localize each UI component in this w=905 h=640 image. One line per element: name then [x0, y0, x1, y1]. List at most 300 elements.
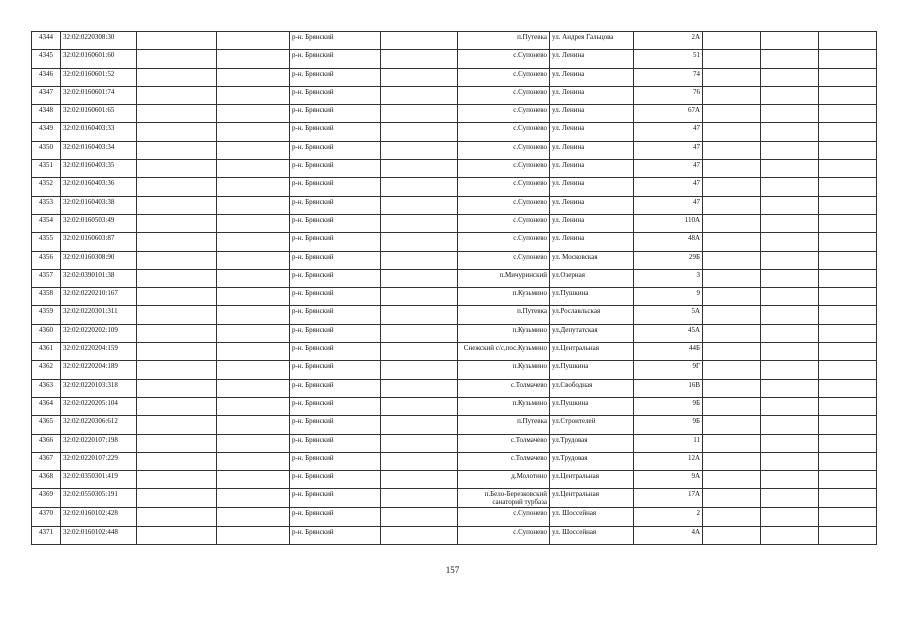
cell-district: р-н. Брянский — [290, 526, 381, 544]
cell-locality: с.Супонево — [458, 526, 550, 544]
cell-col-blank-2 — [217, 160, 290, 178]
cell-row-number: 4363 — [32, 379, 61, 397]
cell-row-number: 4353 — [32, 196, 61, 214]
cell-col-blank-4 — [703, 68, 761, 86]
cell-locality: с.Супонево — [458, 233, 550, 251]
cell-locality: п.Кузьмино — [458, 361, 550, 379]
cell-locality: с.Толмачево — [458, 434, 550, 452]
cell-house-number: 11 — [634, 434, 703, 452]
cell-col-blank-4 — [703, 526, 761, 544]
cell-district: р-н. Брянский — [290, 196, 381, 214]
cell-col-blank-4 — [703, 397, 761, 415]
cell-col-blank-1 — [137, 196, 217, 214]
cell-col-blank-1 — [137, 160, 217, 178]
cell-house-number: 9А — [634, 471, 703, 489]
cell-col-blank-4 — [703, 32, 761, 50]
cell-col-blank-3 — [381, 196, 458, 214]
cell-col-blank-2 — [217, 86, 290, 104]
cell-col-blank-6 — [819, 160, 877, 178]
cell-col-blank-3 — [381, 214, 458, 232]
table-row — [32, 196, 877, 214]
cell-col-blank-4 — [703, 343, 761, 361]
cell-col-blank-4 — [703, 489, 761, 508]
cell-col-blank-6 — [819, 86, 877, 104]
cell-row-number: 4371 — [32, 526, 61, 544]
cell-district: р-н. Брянский — [290, 397, 381, 415]
cell-street: ул.Центральная — [550, 471, 634, 489]
cell-col-blank-2 — [217, 526, 290, 544]
cell-col-blank-2 — [217, 508, 290, 526]
cell-col-blank-4 — [703, 214, 761, 232]
cell-col-blank-5 — [761, 86, 819, 104]
cell-locality: с.Толмачево — [458, 379, 550, 397]
table-body — [32, 32, 877, 545]
cell-street: ул. Андрея Гальцова — [550, 32, 634, 50]
cell-district: р-н. Брянский — [290, 251, 381, 269]
cell-col-blank-5 — [761, 233, 819, 251]
cell-col-blank-3 — [381, 361, 458, 379]
cell-street: ул. Ленина — [550, 196, 634, 214]
cell-col-blank-2 — [217, 397, 290, 415]
cell-cadastral-number: 32:02:0220306:612 — [61, 416, 137, 434]
cell-col-blank-2 — [217, 288, 290, 306]
cell-col-blank-5 — [761, 141, 819, 159]
cell-col-blank-6 — [819, 288, 877, 306]
cell-col-blank-5 — [761, 416, 819, 434]
cell-locality: д.Молотино — [458, 471, 550, 489]
cell-col-blank-3 — [381, 288, 458, 306]
cell-col-blank-5 — [761, 105, 819, 123]
table-row — [32, 288, 877, 306]
cell-col-blank-4 — [703, 508, 761, 526]
cell-col-blank-1 — [137, 68, 217, 86]
cell-col-blank-2 — [217, 379, 290, 397]
cell-house-number: 76 — [634, 86, 703, 104]
cell-house-number: 74 — [634, 68, 703, 86]
table-row — [32, 397, 877, 415]
cell-street: ул. Ленина — [550, 233, 634, 251]
table-row — [32, 86, 877, 104]
cell-row-number: 4367 — [32, 452, 61, 470]
cell-cadastral-number: 32:02:0550305:191 — [61, 489, 137, 508]
cell-col-blank-6 — [819, 214, 877, 232]
cell-district: р-н. Брянский — [290, 416, 381, 434]
cell-col-blank-6 — [819, 434, 877, 452]
cell-street: ул. Шоссейная — [550, 526, 634, 544]
cell-locality: с.Супонево — [458, 68, 550, 86]
cell-street: ул.Свободная — [550, 379, 634, 397]
cell-cadastral-number: 32:02:0220107:229 — [61, 452, 137, 470]
cell-col-blank-2 — [217, 196, 290, 214]
cell-col-blank-1 — [137, 361, 217, 379]
cell-row-number: 4366 — [32, 434, 61, 452]
cell-col-blank-3 — [381, 86, 458, 104]
cell-district: р-н. Брянский — [290, 68, 381, 86]
cell-street: ул. Ленина — [550, 178, 634, 196]
cell-district: р-н. Брянский — [290, 178, 381, 196]
cell-district: р-н. Брянский — [290, 32, 381, 50]
cell-locality: п.Кузьмино — [458, 324, 550, 342]
cell-col-blank-3 — [381, 379, 458, 397]
cell-row-number: 4358 — [32, 288, 61, 306]
cell-district: р-н. Брянский — [290, 361, 381, 379]
cell-row-number: 4354 — [32, 214, 61, 232]
table-row — [32, 452, 877, 470]
cell-col-blank-1 — [137, 32, 217, 50]
cell-cadastral-number: 32:02:0160102:448 — [61, 526, 137, 544]
cell-col-blank-1 — [137, 379, 217, 397]
cell-col-blank-1 — [137, 306, 217, 324]
cell-col-blank-4 — [703, 452, 761, 470]
cell-row-number: 4346 — [32, 68, 61, 86]
table-row — [32, 233, 877, 251]
cell-col-blank-3 — [381, 343, 458, 361]
cell-district: р-н. Брянский — [290, 471, 381, 489]
table-row — [32, 50, 877, 68]
cell-col-blank-3 — [381, 32, 458, 50]
cell-locality: с.Супонево — [458, 508, 550, 526]
cell-district: р-н. Брянский — [290, 452, 381, 470]
cell-cadastral-number: 32:02:0160403:33 — [61, 123, 137, 141]
cell-cadastral-number: 32:02:0220103:318 — [61, 379, 137, 397]
cell-col-blank-3 — [381, 324, 458, 342]
cell-district: р-н. Брянский — [290, 343, 381, 361]
cell-col-blank-1 — [137, 288, 217, 306]
cell-col-blank-4 — [703, 50, 761, 68]
cell-cadastral-number: 32:02:0350301:419 — [61, 471, 137, 489]
cell-row-number: 4356 — [32, 251, 61, 269]
cell-col-blank-5 — [761, 361, 819, 379]
cell-col-blank-4 — [703, 471, 761, 489]
cell-col-blank-2 — [217, 434, 290, 452]
cell-col-blank-6 — [819, 123, 877, 141]
cell-district: р-н. Брянский — [290, 141, 381, 159]
cell-col-blank-1 — [137, 324, 217, 342]
cell-cadastral-number: 32:02:0220204:159 — [61, 343, 137, 361]
cell-row-number: 4359 — [32, 306, 61, 324]
cell-street: ул.Строителей — [550, 416, 634, 434]
cell-col-blank-3 — [381, 50, 458, 68]
cell-col-blank-3 — [381, 434, 458, 452]
cell-district: р-н. Брянский — [290, 288, 381, 306]
cell-house-number: 67А — [634, 105, 703, 123]
cell-locality: п.Кузьмино — [458, 288, 550, 306]
table-row — [32, 379, 877, 397]
cell-street: ул.Озерная — [550, 269, 634, 287]
cell-locality: с.Супонево — [458, 50, 550, 68]
cell-col-blank-1 — [137, 86, 217, 104]
cell-cadastral-number: 32:02:0160603:87 — [61, 233, 137, 251]
cell-street: ул. Московская — [550, 251, 634, 269]
cell-col-blank-5 — [761, 397, 819, 415]
cell-col-blank-2 — [217, 343, 290, 361]
cell-col-blank-3 — [381, 178, 458, 196]
cell-col-blank-5 — [761, 288, 819, 306]
cell-col-blank-5 — [761, 196, 819, 214]
cell-col-blank-6 — [819, 306, 877, 324]
cell-row-number: 4352 — [32, 178, 61, 196]
table-row — [32, 471, 877, 489]
table-row — [32, 508, 877, 526]
cell-row-number: 4351 — [32, 160, 61, 178]
cell-col-blank-2 — [217, 269, 290, 287]
cell-col-blank-1 — [137, 434, 217, 452]
table-row — [32, 141, 877, 159]
cell-row-number: 4345 — [32, 50, 61, 68]
cell-street: ул. Ленина — [550, 68, 634, 86]
cell-district: р-н. Брянский — [290, 123, 381, 141]
cell-col-blank-4 — [703, 324, 761, 342]
cell-col-blank-4 — [703, 233, 761, 251]
cell-house-number: 9Г — [634, 361, 703, 379]
cell-col-blank-2 — [217, 324, 290, 342]
cell-col-blank-3 — [381, 68, 458, 86]
cell-col-blank-6 — [819, 269, 877, 287]
cell-street: ул.Пушкина — [550, 288, 634, 306]
cell-col-blank-5 — [761, 489, 819, 508]
cell-street: ул.Трудовая — [550, 452, 634, 470]
cell-house-number: 44Б — [634, 343, 703, 361]
cell-street: ул.Пушкина — [550, 361, 634, 379]
cell-house-number: 4А — [634, 526, 703, 544]
cell-cadastral-number: 32:02:0390101:38 — [61, 269, 137, 287]
cell-col-blank-4 — [703, 269, 761, 287]
cell-col-blank-6 — [819, 141, 877, 159]
cell-house-number: 2 — [634, 508, 703, 526]
cell-row-number: 4349 — [32, 123, 61, 141]
cell-col-blank-4 — [703, 306, 761, 324]
cell-street: ул.Депутатская — [550, 324, 634, 342]
cell-row-number: 4348 — [32, 105, 61, 123]
cell-col-blank-2 — [217, 214, 290, 232]
cell-col-blank-1 — [137, 123, 217, 141]
cell-col-blank-2 — [217, 68, 290, 86]
cell-house-number: 45А — [634, 324, 703, 342]
cell-col-blank-2 — [217, 452, 290, 470]
cell-street: ул. Ленина — [550, 86, 634, 104]
cell-locality: п.Мичуринский — [458, 269, 550, 287]
cell-col-blank-1 — [137, 397, 217, 415]
cell-col-blank-3 — [381, 471, 458, 489]
cell-col-blank-2 — [217, 50, 290, 68]
cell-cadastral-number: 32:02:0160403:38 — [61, 196, 137, 214]
cell-district: р-н. Брянский — [290, 105, 381, 123]
cell-col-blank-3 — [381, 105, 458, 123]
cell-locality: п.Путевка — [458, 306, 550, 324]
cell-col-blank-3 — [381, 416, 458, 434]
cell-row-number: 4344 — [32, 32, 61, 50]
cell-col-blank-5 — [761, 160, 819, 178]
cell-house-number: 9 — [634, 288, 703, 306]
cell-house-number: 29Б — [634, 251, 703, 269]
cell-col-blank-6 — [819, 32, 877, 50]
cell-locality: с.Супонево — [458, 105, 550, 123]
cell-col-blank-4 — [703, 105, 761, 123]
cell-house-number: 47 — [634, 160, 703, 178]
cell-district: р-н. Брянский — [290, 379, 381, 397]
cell-col-blank-5 — [761, 32, 819, 50]
cell-col-blank-1 — [137, 269, 217, 287]
cell-col-blank-3 — [381, 251, 458, 269]
cell-col-blank-2 — [217, 178, 290, 196]
cell-house-number: 110А — [634, 214, 703, 232]
table-row — [32, 123, 877, 141]
cell-locality: с.Супонево — [458, 251, 550, 269]
page-number: 157 — [445, 565, 460, 575]
cell-col-blank-6 — [819, 489, 877, 508]
cell-col-blank-4 — [703, 123, 761, 141]
cell-street: ул.Пушкина — [550, 397, 634, 415]
cell-house-number: 17А — [634, 489, 703, 508]
cell-col-blank-2 — [217, 416, 290, 434]
cell-district: р-н. Брянский — [290, 86, 381, 104]
cell-col-blank-5 — [761, 306, 819, 324]
cell-col-blank-1 — [137, 416, 217, 434]
cell-street: ул.Рославльская — [550, 306, 634, 324]
cell-house-number: 9Б — [634, 416, 703, 434]
cell-cadastral-number: 32:02:0220210:167 — [61, 288, 137, 306]
cell-district: р-н. Брянский — [290, 214, 381, 232]
table-row — [32, 251, 877, 269]
cell-row-number: 4364 — [32, 397, 61, 415]
cell-district: р-н. Брянский — [290, 489, 381, 508]
cell-cadastral-number: 32:02:0160601:65 — [61, 105, 137, 123]
cell-col-blank-6 — [819, 452, 877, 470]
cell-col-blank-1 — [137, 526, 217, 544]
cell-col-blank-4 — [703, 251, 761, 269]
cell-col-blank-5 — [761, 526, 819, 544]
cell-col-blank-2 — [217, 141, 290, 159]
cell-col-blank-4 — [703, 141, 761, 159]
cell-col-blank-2 — [217, 489, 290, 508]
cell-col-blank-6 — [819, 233, 877, 251]
cell-col-blank-6 — [819, 50, 877, 68]
cell-col-blank-3 — [381, 233, 458, 251]
cell-col-blank-2 — [217, 32, 290, 50]
cell-house-number: 12А — [634, 452, 703, 470]
cell-cadastral-number: 32:02:0220301:311 — [61, 306, 137, 324]
cell-col-blank-1 — [137, 141, 217, 159]
table-row — [32, 269, 877, 287]
cell-locality: с.Супонево — [458, 196, 550, 214]
table-row — [32, 160, 877, 178]
cell-row-number: 4361 — [32, 343, 61, 361]
cell-col-blank-6 — [819, 379, 877, 397]
cell-col-blank-5 — [761, 68, 819, 86]
cell-cadastral-number: 32:02:0220308:30 — [61, 32, 137, 50]
cell-district: р-н. Брянский — [290, 324, 381, 342]
cell-col-blank-2 — [217, 471, 290, 489]
cell-house-number: 5А — [634, 306, 703, 324]
table-row — [32, 178, 877, 196]
cell-row-number: 4365 — [32, 416, 61, 434]
cell-col-blank-6 — [819, 416, 877, 434]
cell-col-blank-5 — [761, 269, 819, 287]
cell-col-blank-2 — [217, 105, 290, 123]
cell-row-number: 4360 — [32, 324, 61, 342]
cell-cadastral-number: 32:02:0160601:52 — [61, 68, 137, 86]
cell-cadastral-number: 32:02:0160601:60 — [61, 50, 137, 68]
cell-cadastral-number: 32:02:0160308:90 — [61, 251, 137, 269]
cell-col-blank-6 — [819, 196, 877, 214]
cell-col-blank-5 — [761, 178, 819, 196]
cell-house-number: 2А — [634, 32, 703, 50]
cell-district: р-н. Брянский — [290, 508, 381, 526]
cell-row-number: 4355 — [32, 233, 61, 251]
cell-locality: с.Супонево — [458, 86, 550, 104]
cell-locality: Снежский с/с,пос.Кузьмино — [458, 343, 550, 361]
cell-cadastral-number: 32:02:0160403:34 — [61, 141, 137, 159]
cell-col-blank-3 — [381, 526, 458, 544]
table-row — [32, 343, 877, 361]
cell-district: р-н. Брянский — [290, 160, 381, 178]
table-row — [32, 416, 877, 434]
cell-street: ул. Шоссейная — [550, 508, 634, 526]
table-row — [32, 489, 877, 508]
cell-col-blank-5 — [761, 508, 819, 526]
cell-district: р-н. Брянский — [290, 269, 381, 287]
cell-col-blank-3 — [381, 269, 458, 287]
cell-col-blank-1 — [137, 489, 217, 508]
cell-col-blank-5 — [761, 324, 819, 342]
cell-col-blank-5 — [761, 123, 819, 141]
cell-row-number: 4368 — [32, 471, 61, 489]
cell-col-blank-3 — [381, 306, 458, 324]
cell-col-blank-5 — [761, 434, 819, 452]
cell-locality: п.Путевка — [458, 32, 550, 50]
cell-district: р-н. Брянский — [290, 50, 381, 68]
cell-col-blank-2 — [217, 361, 290, 379]
cell-locality: с.Толмачево — [458, 452, 550, 470]
table-row — [32, 32, 877, 50]
cell-cadastral-number: 32:02:0160102:428 — [61, 508, 137, 526]
cell-col-blank-5 — [761, 343, 819, 361]
cell-col-blank-5 — [761, 379, 819, 397]
cell-col-blank-1 — [137, 452, 217, 470]
cell-street: ул. Ленина — [550, 105, 634, 123]
table-row — [32, 324, 877, 342]
cell-col-blank-6 — [819, 178, 877, 196]
cell-col-blank-5 — [761, 251, 819, 269]
cell-row-number: 4362 — [32, 361, 61, 379]
cell-col-blank-4 — [703, 86, 761, 104]
cell-cadastral-number: 32:02:0160403:36 — [61, 178, 137, 196]
cell-col-blank-6 — [819, 251, 877, 269]
cell-col-blank-6 — [819, 105, 877, 123]
cell-row-number: 4370 — [32, 508, 61, 526]
table-row — [32, 361, 877, 379]
cell-district: р-н. Брянский — [290, 434, 381, 452]
cell-col-blank-2 — [217, 306, 290, 324]
cell-locality: с.Супонево — [458, 123, 550, 141]
cell-street: ул. Ленина — [550, 123, 634, 141]
table-row — [32, 306, 877, 324]
table-row — [32, 214, 877, 232]
cell-street: ул. Ленина — [550, 214, 634, 232]
cell-street: ул.Центральная — [550, 343, 634, 361]
cell-locality: п.Путевка — [458, 416, 550, 434]
cell-col-blank-6 — [819, 508, 877, 526]
cell-col-blank-3 — [381, 489, 458, 508]
cell-house-number: 48А — [634, 233, 703, 251]
cell-house-number: 9Б — [634, 397, 703, 415]
cell-locality: п.Бело-Березковский санаторий турбаза — [458, 489, 550, 508]
cell-col-blank-3 — [381, 452, 458, 470]
cell-cadastral-number: 32:02:0220204:189 — [61, 361, 137, 379]
cell-col-blank-6 — [819, 68, 877, 86]
cell-col-blank-1 — [137, 105, 217, 123]
cell-street: ул.Центральная — [550, 489, 634, 508]
